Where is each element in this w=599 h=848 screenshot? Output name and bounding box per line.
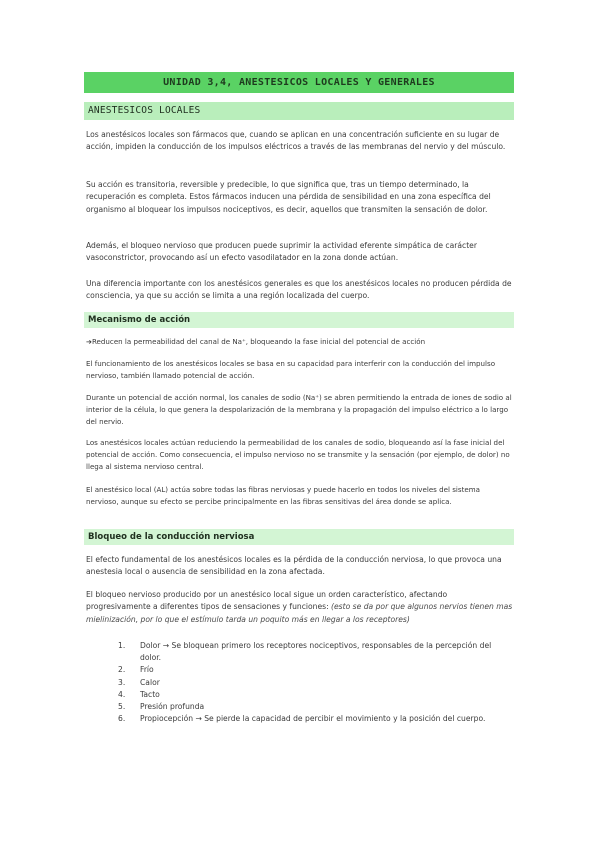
list-number: 3. bbox=[118, 677, 126, 687]
list-text: Frío bbox=[140, 665, 154, 675]
paragraph: Una diferencia importante con los anestésicos generales es que los anestésicos locales no producen pérdida de consciencia, ya que su acción se limita a una región localizada del cuerpo. bbox=[86, 279, 512, 301]
list-text: Propiocepción → Se pierde la capacidad de percibir el movimiento y la posición del cuerpo. bbox=[140, 714, 486, 724]
arrow-point: ➔Reducen la permeabilidad del canal de Na⁺, bloqueando la fase inicial del potencial de acción bbox=[86, 337, 426, 346]
list-item bbox=[118, 689, 510, 701]
list-number: 6. bbox=[118, 714, 126, 724]
list-item bbox=[118, 664, 510, 676]
list-item bbox=[118, 677, 510, 689]
list-number: 5. bbox=[118, 702, 126, 712]
list-text: Dolor → Se bloquean primero los receptores nociceptivos, responsables de la percepción del dolor. bbox=[140, 641, 492, 663]
section-heading-bloqueo: Bloqueo de la conducción nerviosa bbox=[84, 529, 514, 545]
paragraph bbox=[86, 589, 514, 626]
document-title: UNIDAD 3,4, ANESTESICOS LOCALES Y GENERALES bbox=[84, 72, 514, 93]
list-item bbox=[118, 713, 510, 725]
paragraph-text: El bloqueo nervioso producido por un anestésico local sigue un orden característico, afectando progresivamente a diferentes tipos de sensaciones y funciones: bbox=[86, 590, 448, 612]
paragraph: Durante un potencial de acción normal, los canales de sodio (Na⁺) se abren permitiendo la entrada de iones de sodio al interior de la célula, lo que genera la despolarización de la membrana y la propagación del impulso eléctrico a lo largo del nervio. bbox=[86, 393, 512, 426]
paragraph-note: (esto se da por que algunos nervios tienen mas mielinización, por lo que el estímulo tarda un poquito más en llegar a los receptores) bbox=[86, 602, 513, 624]
list-number: 1. bbox=[118, 641, 126, 650]
paragraph: El anestésico local (AL) actúa sobre todas las fibras nerviosas y puede hacerlo en todos los niveles del sistema nervioso, aunque su efecto se percibe principalmente en las fibras sensitivas del área donde se aplica. bbox=[86, 485, 480, 506]
paragraph: Además, el bloqueo nervioso que producen puede suprimir la actividad eferente simpática de carácter vasoconstrictor, provocando así un efecto vasodilatador en la zona donde actúan. bbox=[86, 241, 477, 263]
blocking-order-list bbox=[118, 640, 510, 725]
paragraph: Su acción es transitoria, reversible y predecible, lo que significa que, tras un tiempo determinado, la recuperación es completa. Estos fármacos inducen una pérdida de sensibilidad en una zona específica del organismo al bloquear los impulsos nociceptivos, es decir, aquellos que transmiten la sensación de dolor. bbox=[86, 180, 491, 214]
paragraph: El efecto fundamental de los anestésicos locales es la pérdida de la conducción nerviosa, lo que provoca una anestesia local o ausencia de sensibilidad en la zona afectada. bbox=[86, 555, 502, 577]
section-heading-mecanismo: Mecanismo de acción bbox=[84, 312, 514, 328]
list-item bbox=[118, 640, 510, 664]
section-heading-anestesicos-locales: ANESTESICOS LOCALES bbox=[84, 102, 514, 120]
list-text: Tacto bbox=[140, 689, 160, 699]
list-number: 4. bbox=[118, 689, 126, 699]
paragraph: Los anestésicos locales actúan reduciendo la permeabilidad de los canales de sodio, bloqueando así la fase inicial del potencial de acción. Como consecuencia, el impulso nervioso no se transmite y la sensación (por ejemplo, de dolor) no llega al sistema nervioso central. bbox=[86, 438, 510, 471]
list-text: Calor bbox=[140, 677, 160, 687]
list-item bbox=[118, 701, 510, 713]
paragraph: El funcionamiento de los anestésicos locales se basa en su capacidad para interferir con la conducción del impulso nervioso, también llamado potencial de acción. bbox=[86, 359, 496, 380]
list-text: Presión profunda bbox=[140, 702, 205, 712]
paragraph: Los anestésicos locales son fármacos que, cuando se aplican en una concentración suficiente en su lugar de acción, impiden la conducción de los impulsos eléctricos a través de las membranas del nervio y del músculo. bbox=[86, 130, 506, 152]
list-number: 2. bbox=[118, 665, 126, 675]
